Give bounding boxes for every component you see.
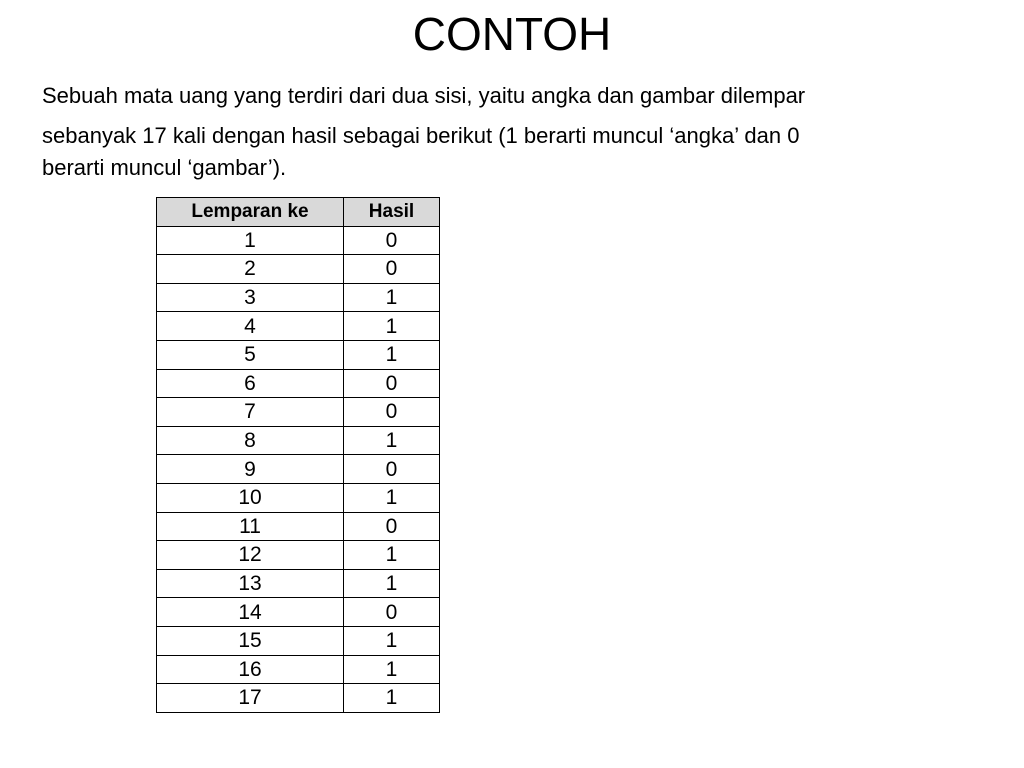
table-row bbox=[157, 226, 440, 255]
toss-number-cell: 12 bbox=[157, 541, 344, 570]
table-row bbox=[157, 569, 440, 598]
table-row bbox=[157, 626, 440, 655]
result-cell: 1 bbox=[344, 541, 440, 570]
result-cell: 1 bbox=[344, 655, 440, 684]
result-cell: 0 bbox=[344, 226, 440, 255]
toss-number-cell: 4 bbox=[157, 312, 344, 341]
result-cell: 0 bbox=[344, 598, 440, 627]
description-paragraph bbox=[42, 80, 982, 184]
description-line-1: Sebuah mata uang yang terdiri dari dua sisi, yaitu angka dan gambar dilempar bbox=[42, 83, 806, 108]
result-cell: 1 bbox=[344, 426, 440, 455]
table-row bbox=[157, 398, 440, 427]
table-row bbox=[157, 369, 440, 398]
result-cell: 0 bbox=[344, 369, 440, 398]
result-cell: 1 bbox=[344, 483, 440, 512]
table-row bbox=[157, 340, 440, 369]
toss-number-cell: 14 bbox=[157, 598, 344, 627]
toss-number-cell: 8 bbox=[157, 426, 344, 455]
toss-number-cell: 10 bbox=[157, 483, 344, 512]
table-row bbox=[157, 455, 440, 484]
result-cell: 1 bbox=[344, 340, 440, 369]
table-body bbox=[157, 226, 440, 712]
toss-number-cell: 1 bbox=[157, 226, 344, 255]
coin-toss-results-table bbox=[156, 197, 440, 713]
toss-number-cell: 13 bbox=[157, 569, 344, 598]
slide-title: CONTOH bbox=[412, 8, 612, 60]
table-header-row bbox=[157, 198, 440, 227]
description-line-3: berarti muncul ‘gambar’). bbox=[42, 155, 287, 180]
table-row bbox=[157, 598, 440, 627]
result-cell: 0 bbox=[344, 512, 440, 541]
table-row bbox=[157, 283, 440, 312]
toss-number-cell: 2 bbox=[157, 255, 344, 284]
description-line-2: sebanyak 17 kali dengan hasil sebagai berikut (1 berarti muncul ‘angka’ dan 0 bbox=[42, 123, 800, 148]
toss-number-cell: 11 bbox=[157, 512, 344, 541]
table-row bbox=[157, 655, 440, 684]
result-cell: 1 bbox=[344, 569, 440, 598]
result-cell: 1 bbox=[344, 312, 440, 341]
toss-number-cell: 7 bbox=[157, 398, 344, 427]
result-cell: 0 bbox=[344, 455, 440, 484]
result-cell: 0 bbox=[344, 255, 440, 284]
toss-number-cell: 15 bbox=[157, 626, 344, 655]
toss-number-cell: 17 bbox=[157, 684, 344, 713]
toss-number-cell: 5 bbox=[157, 340, 344, 369]
result-cell: 1 bbox=[344, 283, 440, 312]
table-row bbox=[157, 541, 440, 570]
toss-number-cell: 9 bbox=[157, 455, 344, 484]
table-row bbox=[157, 312, 440, 341]
header-toss-number: Lemparan ke bbox=[157, 198, 344, 227]
toss-number-cell: 6 bbox=[157, 369, 344, 398]
table-row bbox=[157, 426, 440, 455]
toss-number-cell: 16 bbox=[157, 655, 344, 684]
result-cell: 0 bbox=[344, 398, 440, 427]
toss-number-cell: 3 bbox=[157, 283, 344, 312]
table-row bbox=[157, 483, 440, 512]
result-cell: 1 bbox=[344, 626, 440, 655]
header-result: Hasil bbox=[344, 198, 440, 227]
table-row bbox=[157, 512, 440, 541]
table-row bbox=[157, 255, 440, 284]
table-row bbox=[157, 684, 440, 713]
result-cell: 1 bbox=[344, 684, 440, 713]
